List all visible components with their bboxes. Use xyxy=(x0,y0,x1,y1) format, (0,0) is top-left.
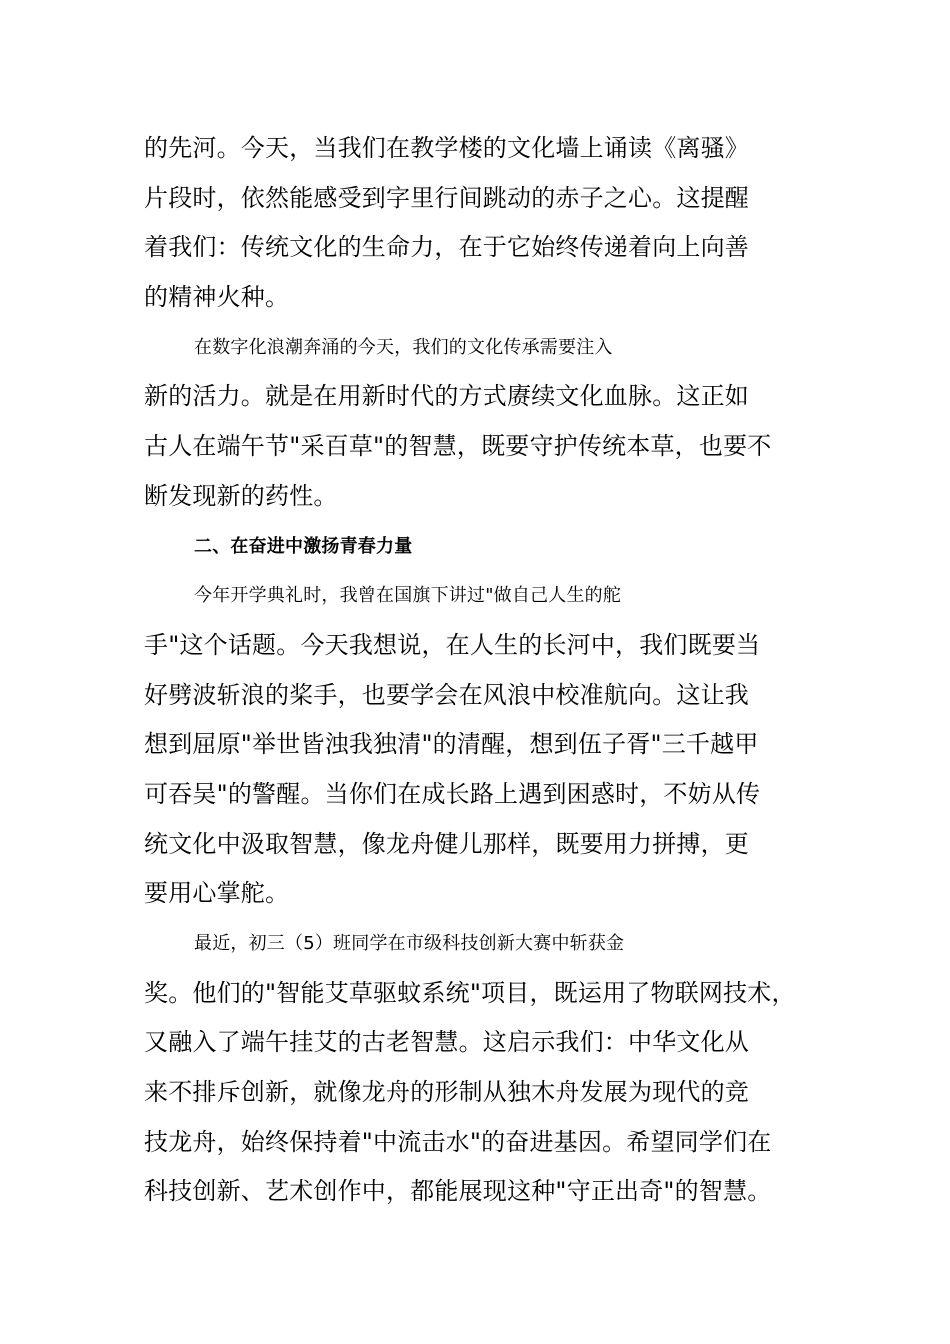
text-line: 的精神火种。 xyxy=(144,283,290,312)
text-line: 统文化中汲取智慧，像龙舟健儿那样，既要用力拼搏，更 xyxy=(144,829,749,858)
text-line: 片段时，依然能感受到字里行间跳动的赤子之心。这提醒 xyxy=(144,183,749,212)
text-line: 在数字化浪潮奔涌的今天，我们的文化传承需要注入 xyxy=(194,336,613,358)
text-line: 来不排斥创新，就像龙舟的形制从独木舟发展为现代的竞 xyxy=(144,1078,749,1107)
text-line: 最近，初三（5）班同学在市级科技创新大赛中斩获金 xyxy=(194,933,625,954)
text-line: 技龙舟，始终保持着"中流击水"的奋进基因。希望同学们在 xyxy=(144,1127,772,1156)
text-line: 奖。他们的"智能艾草驱蚊系统"项目，既运用了物联网技术， xyxy=(144,978,796,1007)
text-line: 科技创新、艺术创作中，都能展现这种"守正出奇"的智慧。 xyxy=(144,1177,772,1206)
text-line: 想到屈原"举世皆浊我独清"的清醒，想到伍子胥"三千越甲 xyxy=(144,730,759,759)
text-line: 着我们：传统文化的生命力，在于它始终传递着向上向善 xyxy=(144,233,749,262)
text-line: 好劈波斩浪的桨手，也要学会在风浪中校准航向。这让我 xyxy=(144,680,749,709)
text-line: 可吞吴"的警醒。当你们在成长路上遇到困惑时，不妨从传 xyxy=(144,779,761,808)
text-line: 手"这个话题。今天我想说，在人生的长河中，我们既要当 xyxy=(144,630,761,659)
text-line: 要用心掌舵。 xyxy=(144,879,290,908)
text-line: 今年开学典礼时，我曾在国旗下讲过"做自己人生的舵 xyxy=(194,585,622,607)
text-line: 新的活力。就是在用新时代的方式赓续文化血脉。这正如 xyxy=(144,382,749,411)
text-line: 的先河。今天，当我们在教学楼的文化墙上诵读《离骚》 xyxy=(144,134,749,162)
text-line: 断发现新的药性。 xyxy=(144,481,338,510)
section-heading: 二、在奋进中激扬青春力量 xyxy=(194,535,413,557)
text-line: 又融入了端午挂艾的古老智慧。这启示我们：中华文化从 xyxy=(144,1028,749,1057)
text-line: 古人在端午节"采百草"的智慧，既要守护传统本草，也要不 xyxy=(144,432,772,461)
document-page xyxy=(144,124,816,1217)
